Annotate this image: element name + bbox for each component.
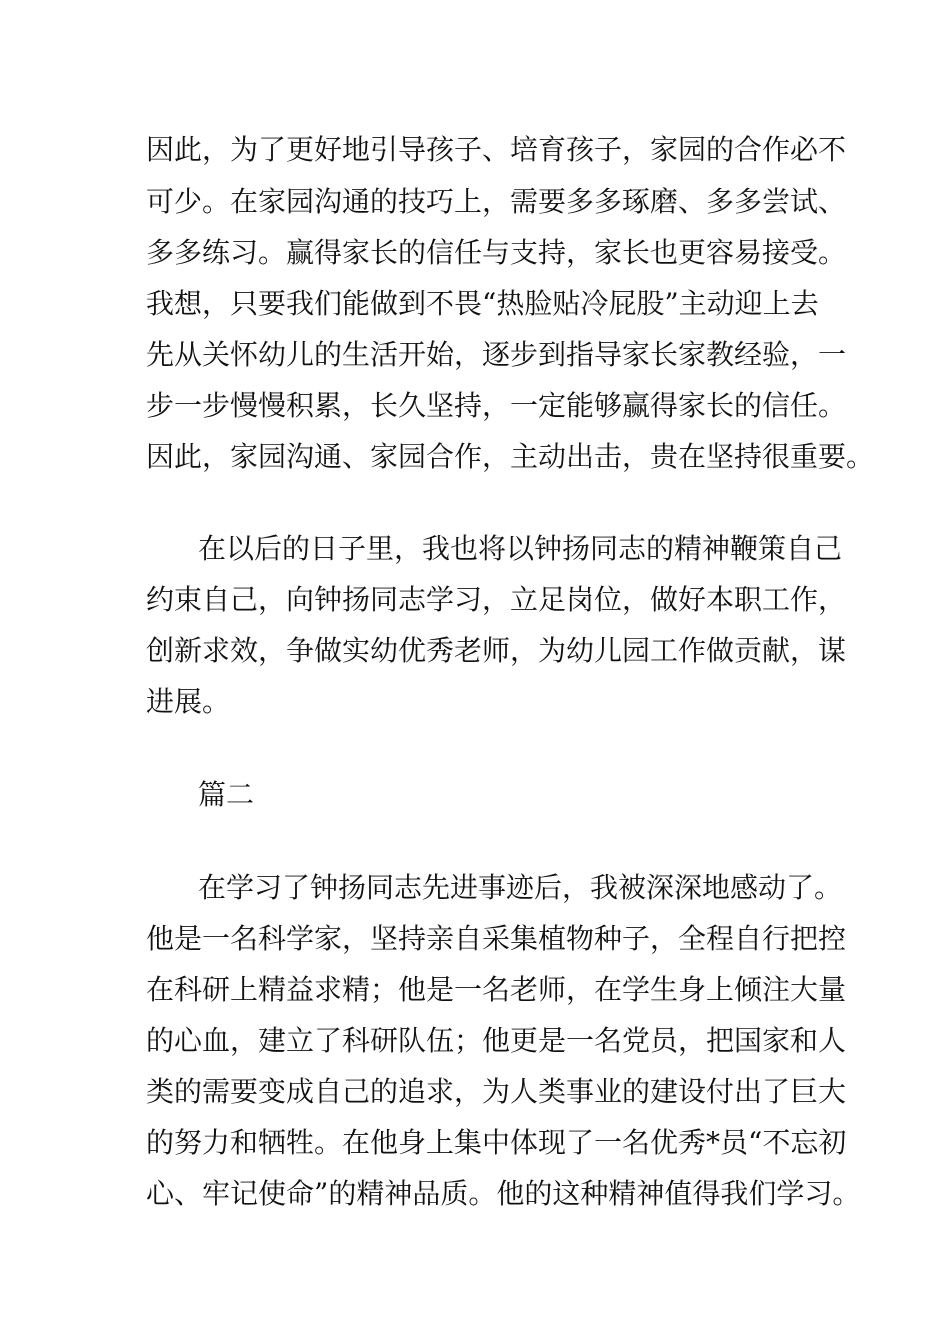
paragraph-1-line-1: 因此，为了更好地引导孩子、培育孩子，家园的合作必不 <box>146 133 847 166</box>
paragraph-1-line-5: 先从关怀幼儿的生活开始，逐步到指导家长家教经验，一 <box>146 338 847 371</box>
paragraph-1-line-2: 可少。在家园沟通的技巧上，需要多多琢磨、多多尝试、 <box>146 185 847 218</box>
paragraph-1-line-6: 步一步慢慢积累，长久坚持，一定能够赢得家长的信任。 <box>146 389 847 422</box>
paragraph-2-line-1: 在以后的日子里，我也将以钟扬同志的精神鞭策自己 <box>198 532 843 565</box>
paragraph-1-line-4: 我想，只要我们能做到不畏“热脸贴冷屁股”主动迎上去 <box>146 287 819 320</box>
paragraph-3-line-5: 类的需要变成自己的追求，为人类事业的建设付出了巨大 <box>146 1075 847 1108</box>
paragraph-2-line-4: 进展。 <box>146 685 231 718</box>
paragraph-3-line-6: 的努力和牺牲。在他身上集中体现了一名优秀*员“不忘初 <box>146 1126 847 1159</box>
paragraph-3-line-2: 他是一名科学家，坚持亲自采集植物种子，全程自行把控 <box>146 922 847 955</box>
paragraph-1-line-3: 多多练习。赢得家长的信任与支持，家长也更容易接受。 <box>146 236 847 269</box>
paragraph-2-line-3: 创新求效，争做实幼优秀老师，为幼儿园工作做贡献，谋 <box>146 634 847 667</box>
paragraph-3-line-4: 的心血，建立了科研队伍；他更是一名党员，把国家和人 <box>146 1024 847 1057</box>
paragraph-3-line-7: 心、牢记使命”的精神品质。他的这种精神值得我们学习。 <box>146 1177 861 1210</box>
section-heading: 篇二 <box>198 778 255 811</box>
paragraph-3-line-1: 在学习了钟扬同志先进事迹后，我被深深地感动了。 <box>198 871 843 904</box>
paragraph-2-line-2: 约束自己，向钟扬同志学习，立足岗位，做好本职工作， <box>146 583 847 616</box>
paragraph-3-line-3: 在科研上精益求精；他是一名老师，在学生身上倾注大量 <box>146 973 847 1006</box>
paragraph-1-line-7: 因此，家园沟通、家园合作，主动出击，贵在坚持很重要。 <box>146 440 875 473</box>
